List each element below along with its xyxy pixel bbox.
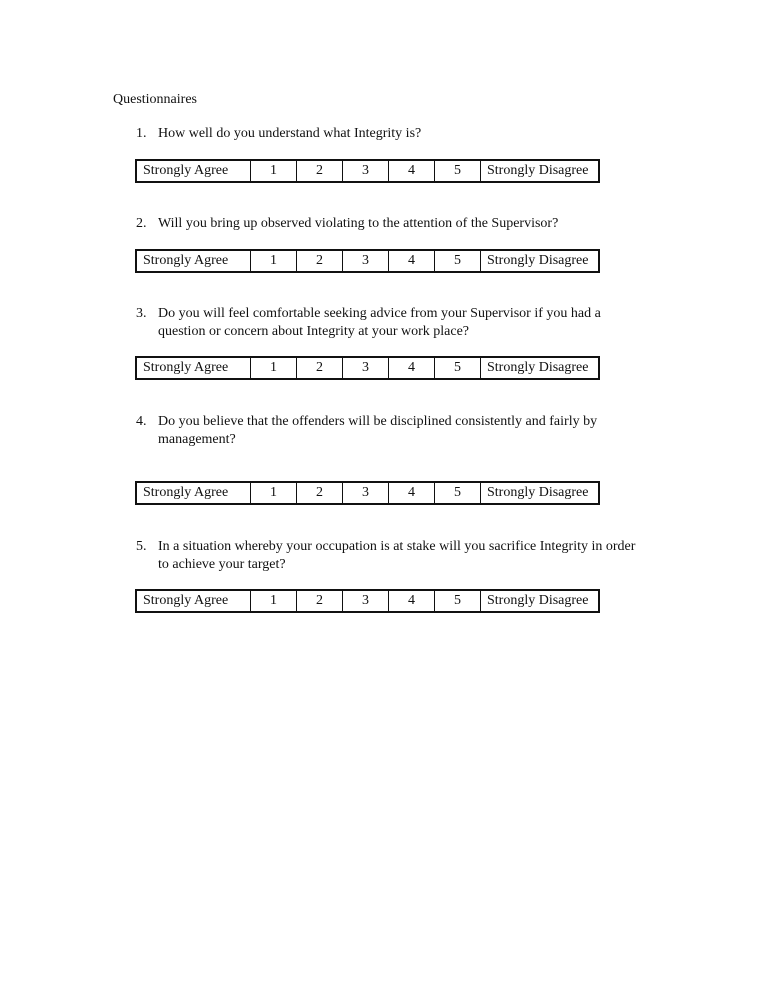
- rating-option-1[interactable]: 1: [251, 160, 297, 182]
- rating-option-2[interactable]: 2: [297, 160, 343, 182]
- rating-option-3[interactable]: 3: [343, 250, 389, 272]
- rating-scale-4: [135, 481, 600, 505]
- rating-scale-1: [135, 159, 600, 183]
- strongly-disagree-label: Strongly Disagree: [481, 357, 600, 379]
- question-number: 4.: [136, 414, 147, 429]
- rating-option-3[interactable]: 3: [343, 160, 389, 182]
- strongly-agree-label: Strongly Agree: [136, 250, 251, 272]
- rating-option-4[interactable]: 4: [389, 590, 435, 612]
- strongly-agree-label: Strongly Agree: [136, 482, 251, 504]
- rating-option-2[interactable]: 2: [297, 482, 343, 504]
- rating-option-3[interactable]: 3: [343, 590, 389, 612]
- question-4: [136, 413, 656, 449]
- strongly-agree-label: Strongly Agree: [136, 357, 251, 379]
- question-number: 3.: [136, 306, 147, 321]
- rating-option-4[interactable]: 4: [389, 160, 435, 182]
- rating-option-2[interactable]: 2: [297, 357, 343, 379]
- question-number: 5.: [136, 539, 147, 554]
- question-3: [136, 305, 656, 341]
- rating-option-5[interactable]: 5: [435, 590, 481, 612]
- question-text: How well do you understand what Integrity is?: [158, 126, 422, 141]
- question-2: [136, 215, 656, 233]
- question-text: Will you bring up observed violating to the attention of the Supervisor?: [158, 216, 559, 231]
- rating-option-3[interactable]: 3: [343, 357, 389, 379]
- question-1: [136, 125, 656, 143]
- question-5: [136, 538, 656, 574]
- strongly-agree-label: Strongly Agree: [136, 590, 251, 612]
- rating-scale-3: [135, 356, 600, 380]
- rating-option-1[interactable]: 1: [251, 482, 297, 504]
- rating-option-1[interactable]: 1: [251, 357, 297, 379]
- rating-option-2[interactable]: 2: [297, 590, 343, 612]
- rating-option-5[interactable]: 5: [435, 357, 481, 379]
- page-title: Questionnaires: [113, 92, 197, 107]
- question-number: 1.: [136, 126, 147, 141]
- strongly-agree-label: Strongly Agree: [136, 160, 251, 182]
- rating-option-5[interactable]: 5: [435, 482, 481, 504]
- rating-option-1[interactable]: 1: [251, 590, 297, 612]
- strongly-disagree-label: Strongly Disagree: [481, 482, 600, 504]
- rating-scale-5: [135, 589, 600, 613]
- rating-option-1[interactable]: 1: [251, 250, 297, 272]
- rating-option-2[interactable]: 2: [297, 250, 343, 272]
- question-text: In a situation whereby your occupation is at stake will you sacrifice Integrity in order to achieve your target?: [158, 539, 636, 572]
- strongly-disagree-label: Strongly Disagree: [481, 160, 600, 182]
- rating-scale-2: [135, 249, 600, 273]
- rating-option-4[interactable]: 4: [389, 250, 435, 272]
- rating-option-3[interactable]: 3: [343, 482, 389, 504]
- question-text: Do you believe that the offenders will be disciplined consistently and fairly by management?: [158, 414, 598, 447]
- question-text: Do you will feel comfortable seeking advice from your Supervisor if you had a question or concern about Integrity at your work place?: [158, 306, 601, 339]
- rating-option-4[interactable]: 4: [389, 482, 435, 504]
- question-number: 2.: [136, 216, 147, 231]
- strongly-disagree-label: Strongly Disagree: [481, 590, 600, 612]
- rating-option-4[interactable]: 4: [389, 357, 435, 379]
- rating-option-5[interactable]: 5: [435, 160, 481, 182]
- strongly-disagree-label: Strongly Disagree: [481, 250, 600, 272]
- rating-option-5[interactable]: 5: [435, 250, 481, 272]
